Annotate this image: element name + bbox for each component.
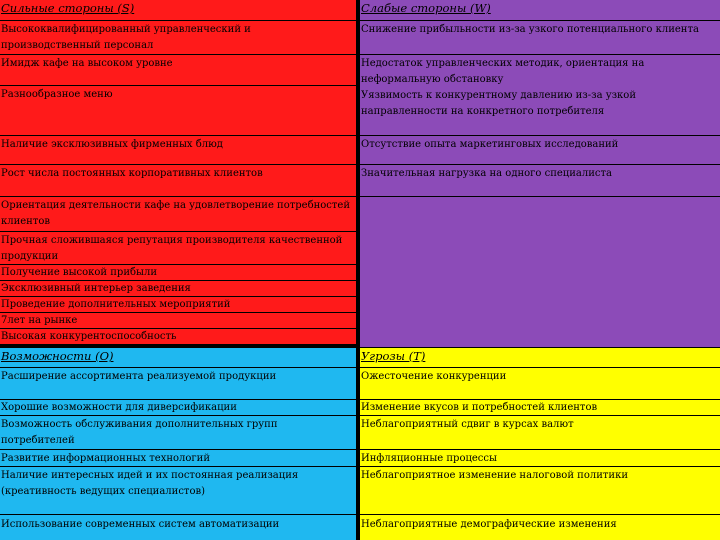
weaknesses-header: Слабые стороны (W) bbox=[360, 0, 720, 20]
strength-cell bbox=[0, 281, 356, 296]
strength-stack bbox=[0, 197, 356, 347]
strength-cell bbox=[0, 21, 356, 54]
strength-item: Высококвалифицированный управленческий и bbox=[1, 24, 251, 35]
opportunity-item: (креативность ведущих специалистов) bbox=[1, 486, 206, 497]
opportunity-item: Хорошие возможности для диверсификации bbox=[1, 402, 237, 413]
threat-cell bbox=[360, 416, 720, 449]
weakness-cell bbox=[360, 21, 720, 54]
threats-header: Угрозы (T) bbox=[360, 348, 720, 367]
table-row bbox=[0, 136, 720, 164]
opportunity-item: потребителей bbox=[1, 435, 75, 446]
strength-cell bbox=[0, 86, 356, 135]
strength-item: Высокая конкурентоспособность bbox=[1, 331, 177, 342]
table-row bbox=[0, 21, 720, 54]
strength-cell bbox=[0, 232, 356, 264]
opportunity-cell bbox=[0, 515, 356, 540]
threat-item: Изменение вкусов и потребностей клиентов bbox=[361, 402, 598, 413]
strength-item: 7лет на рынке bbox=[1, 315, 78, 326]
table-row bbox=[0, 55, 720, 135]
opportunity-item: Возможность обслуживания дополнительных групп bbox=[1, 419, 278, 430]
table-row bbox=[0, 368, 720, 399]
strengths-header: Сильные стороны (S) bbox=[0, 0, 356, 20]
threat-item: Неблагоприятный сдвиг в курсах валют bbox=[361, 419, 574, 430]
strength-item: Разнообразное меню bbox=[1, 89, 113, 100]
opportunity-cell bbox=[0, 450, 356, 466]
strength-item: Имидж кафе на высоком уровне bbox=[1, 58, 173, 69]
weakness-item: направленности на конкретного потребителя bbox=[361, 106, 605, 117]
opportunity-item: Наличие интересных идей и их постоянная реализация bbox=[1, 470, 299, 481]
opportunity-cell bbox=[0, 467, 356, 514]
threat-cell bbox=[360, 450, 720, 466]
weakness-item: Недостаток управленческих методик, ориентация на bbox=[361, 58, 645, 69]
table-row bbox=[0, 400, 720, 415]
strength-stack bbox=[0, 55, 356, 135]
opportunity-cell bbox=[0, 416, 356, 449]
swot-header-row bbox=[0, 0, 720, 20]
opportunity-item: Развитие информационных технологий bbox=[1, 453, 210, 464]
threat-cell bbox=[360, 515, 720, 540]
threat-cell bbox=[360, 467, 720, 514]
weakness-item: Уязвимость к конкурентному давлению из-за узкой bbox=[361, 90, 636, 101]
table-row bbox=[0, 467, 720, 514]
strength-item: продукции bbox=[1, 251, 59, 262]
weakness-cell bbox=[360, 165, 720, 196]
table-row bbox=[0, 450, 720, 466]
weakness-cell bbox=[360, 55, 720, 135]
table-row bbox=[0, 197, 720, 347]
weakness-item: Отсутствие опыта маркетинговых исследований bbox=[361, 139, 619, 150]
strength-item: Ориентация деятельности кафе на удовлетворение потребностей bbox=[1, 200, 351, 211]
strength-item: Получение высокой прибыли bbox=[1, 267, 157, 278]
opportunity-cell bbox=[0, 368, 356, 399]
table-row bbox=[0, 416, 720, 449]
strength-cell bbox=[0, 165, 356, 196]
strength-item: Проведение дополнительных мероприятий bbox=[1, 299, 231, 310]
strength-cell bbox=[0, 297, 356, 312]
strength-item: производственный персонал bbox=[1, 40, 154, 51]
weakness-item: Снижение прибыльности из-за узкого потенциального клиента bbox=[361, 24, 699, 35]
strength-cell bbox=[0, 313, 356, 328]
strength-cell bbox=[0, 55, 356, 85]
threat-cell bbox=[360, 368, 720, 399]
opportunity-cell bbox=[0, 400, 356, 415]
opportunity-item: Использование современных систем автоматизации bbox=[1, 519, 280, 530]
strength-cell bbox=[0, 136, 356, 164]
threat-cell bbox=[360, 400, 720, 415]
strength-item: Рост числа постоянных корпоративных клиентов bbox=[1, 168, 263, 179]
strength-item: Прочная сложившаяся репутация производителя качественной bbox=[1, 235, 343, 246]
threat-item: Неблагоприятное изменение налоговой политики bbox=[361, 470, 628, 481]
threat-item: Ожесточение конкуренции bbox=[361, 371, 507, 382]
threat-item: Неблагоприятные демографические изменения bbox=[361, 519, 617, 530]
opportunities-header: Возможности (O) bbox=[0, 348, 356, 367]
strength-cell bbox=[0, 329, 356, 344]
table-row bbox=[0, 515, 720, 540]
swot-header-row bbox=[0, 348, 720, 367]
strength-item: клиентов bbox=[1, 216, 51, 227]
opportunity-item: Расширение ассортимента реализуемой продукции bbox=[1, 371, 277, 382]
threat-item: Инфляционные процессы bbox=[361, 453, 497, 464]
weakness-item: Значительная нагрузка на одного специалиста bbox=[361, 168, 612, 179]
strength-item: Эксклюзивный интерьер заведения bbox=[1, 283, 191, 294]
strength-item: Наличие эксклюзивных фирменных блюд bbox=[1, 139, 223, 150]
strength-cell bbox=[0, 197, 356, 231]
weakness-item: неформальную обстановку bbox=[361, 74, 504, 85]
weakness-cell bbox=[360, 136, 720, 164]
weakness-empty-cell bbox=[360, 197, 720, 347]
strength-cell bbox=[0, 265, 356, 280]
table-row bbox=[0, 165, 720, 196]
